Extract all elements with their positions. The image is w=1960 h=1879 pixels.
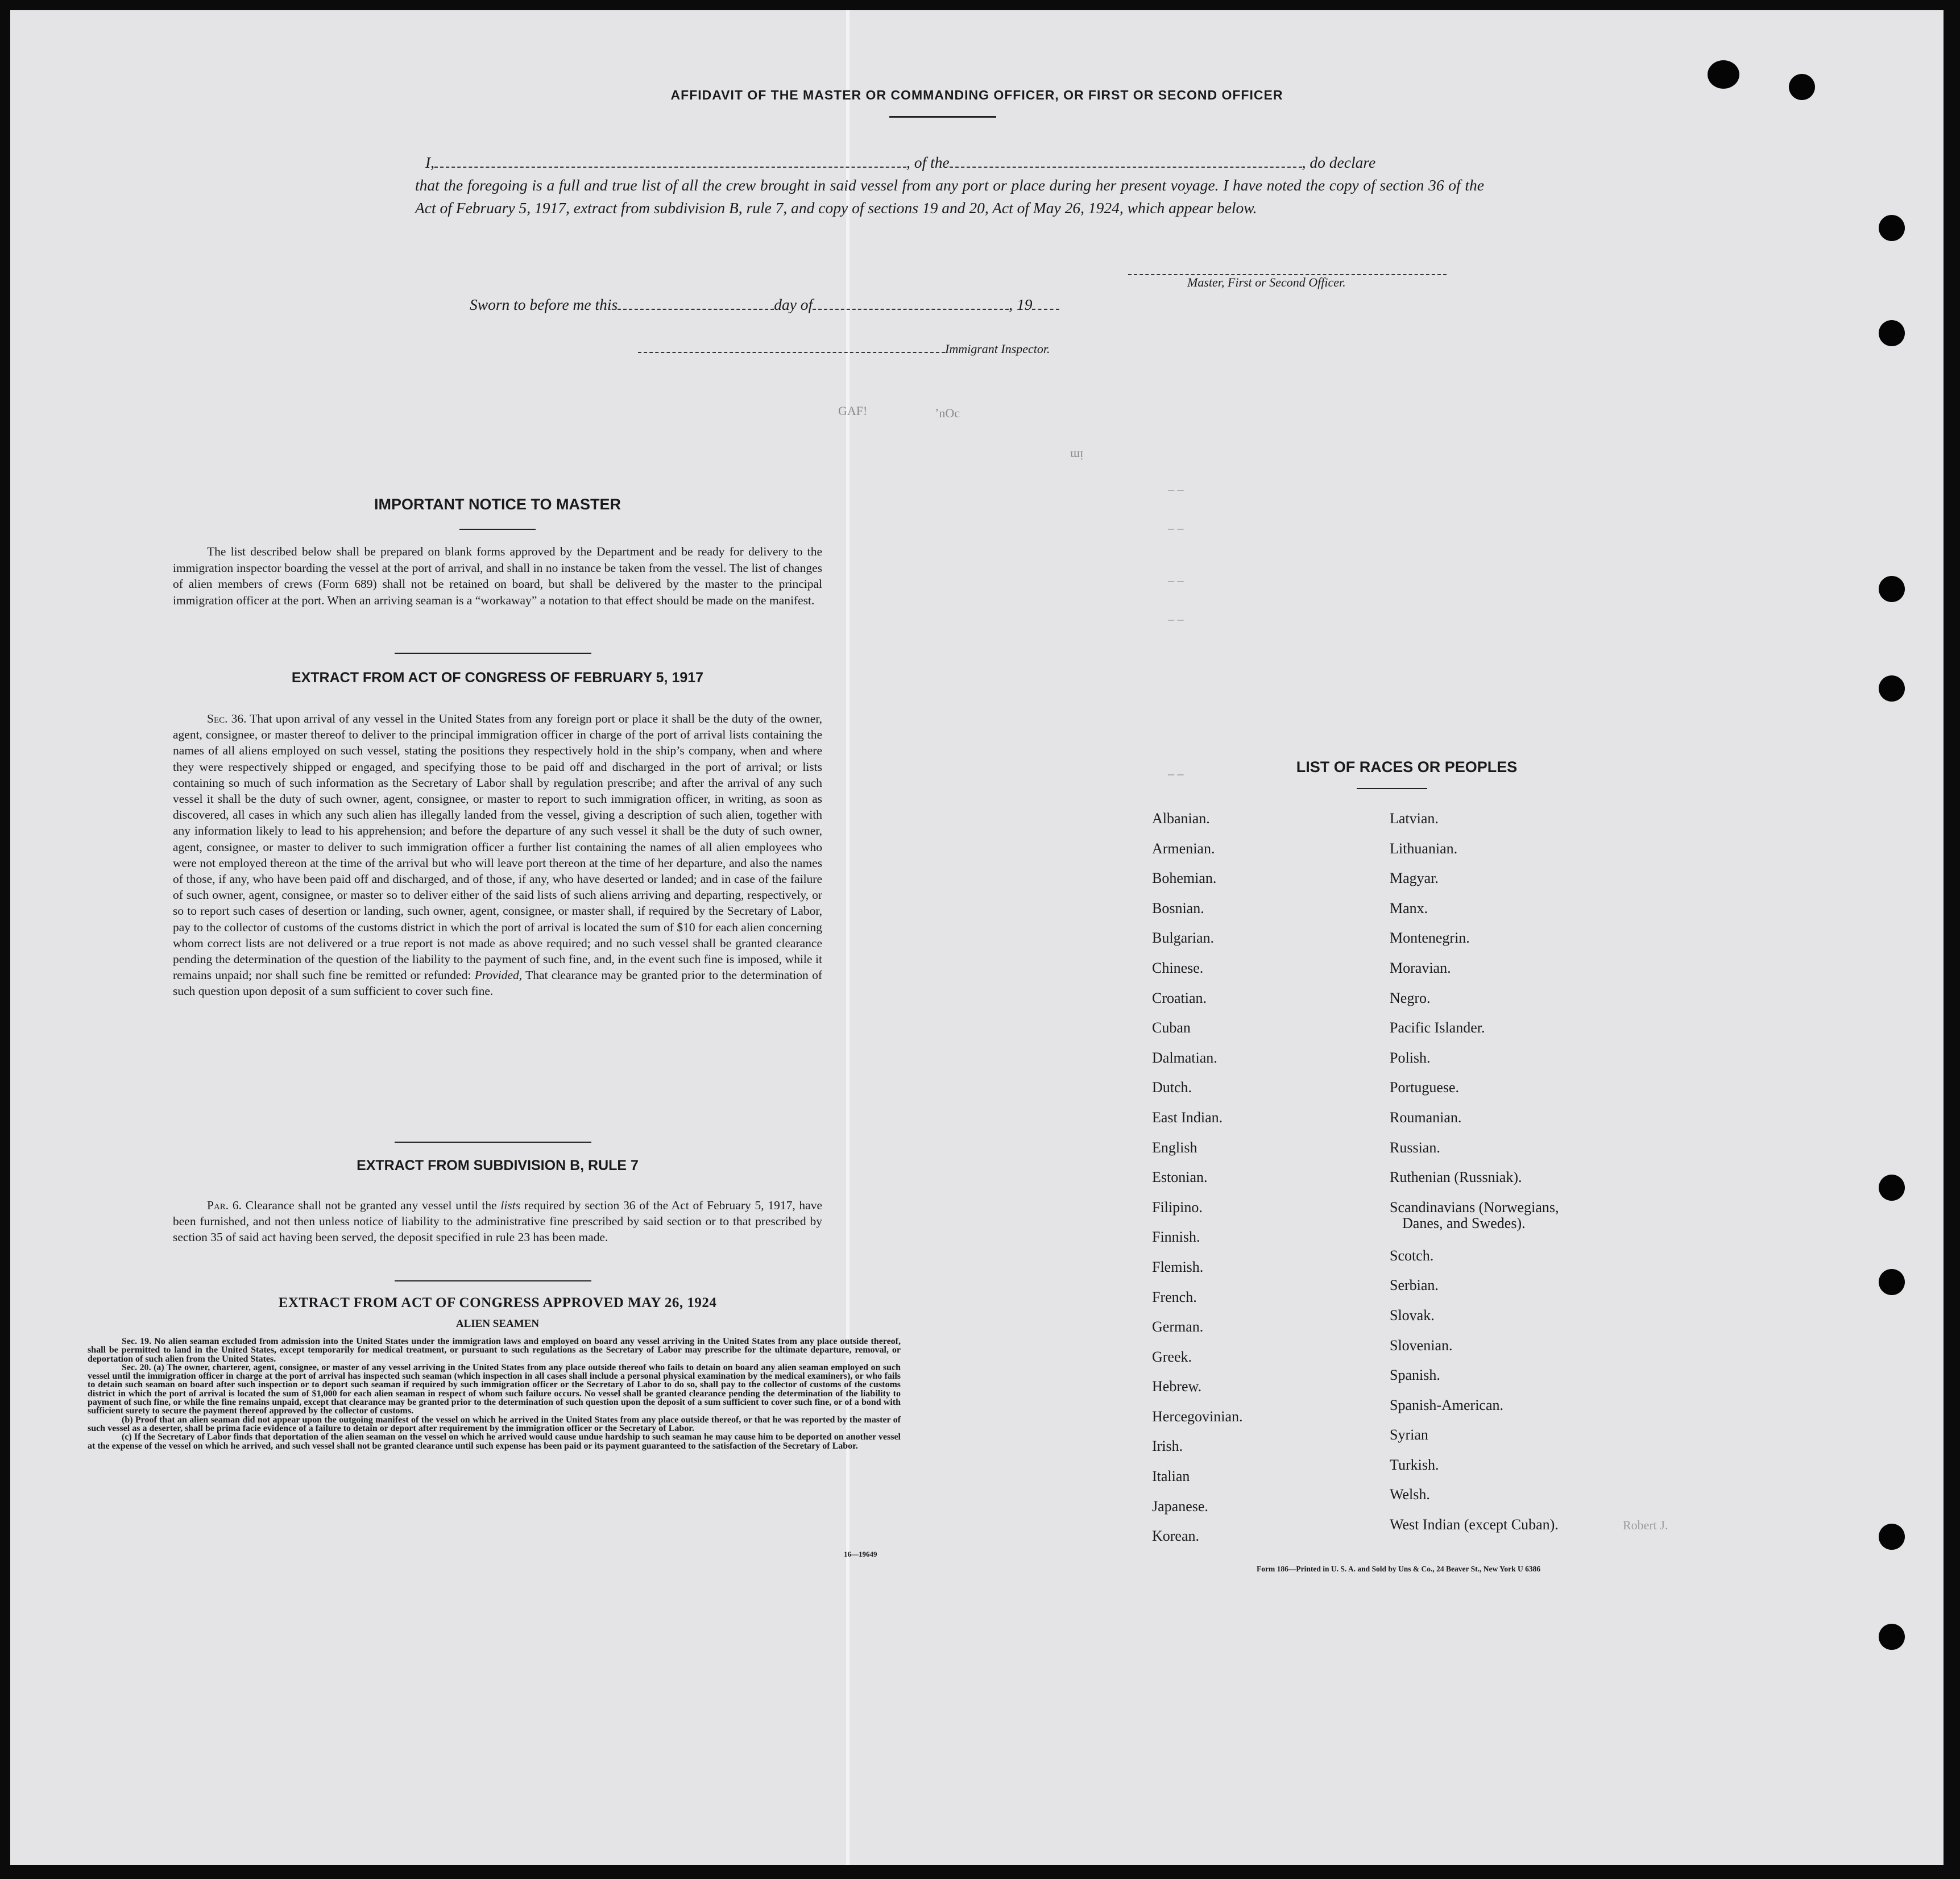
divider bbox=[395, 653, 591, 654]
divider bbox=[1357, 788, 1427, 789]
punch-hole bbox=[1879, 1269, 1905, 1295]
lists-word: lists bbox=[500, 1198, 521, 1212]
notice-body: The list described below shall be prepared on blank forms approved by the Department and be ready for delivery to the immigration inspector boarding the vessel at the port of arrival, and shall in no instance be taken from the vessel. The list of changes of alien members of crews (Form 689) shall not be retained on board, but shall be delivered by the master to the principal immigration officer at the port. When an arriving seaman is a “workaway” a notation to that effect should be made on the manifest. bbox=[173, 545, 822, 607]
declare-suffix: , do declare bbox=[1302, 154, 1376, 171]
race-item: Dalmatian. bbox=[1152, 1049, 1217, 1066]
race-item: Montenegrin. bbox=[1390, 930, 1470, 947]
vessel-prefix: , of the bbox=[906, 154, 950, 171]
alien-seamen-subtitle: ALIEN SEAMEN bbox=[455, 1318, 540, 1330]
signature-label: Master, First or Second Officer. bbox=[1187, 275, 1346, 289]
par-6-text-a: Clearance shall not be granted any vessel until the bbox=[245, 1198, 497, 1212]
race-item bbox=[1390, 1193, 1559, 1241]
race-item: Latvian. bbox=[1390, 810, 1439, 827]
extract-1917-body bbox=[173, 711, 822, 999]
race-item: Polish. bbox=[1390, 1049, 1431, 1066]
punch-hole bbox=[1879, 320, 1905, 346]
race-item: Turkish. bbox=[1390, 1456, 1439, 1473]
bleed-through-mark: – – bbox=[1168, 573, 1184, 587]
race-item: Dutch. bbox=[1152, 1079, 1192, 1096]
punch-hole bbox=[1879, 675, 1905, 702]
sworn-day-field[interactable] bbox=[618, 309, 774, 310]
section-36-text: That upon arrival of any vessel in the United States from any foreign port or place it shall be the duty of the owner, agent, consignee, or master thereof to deliver to the principal immigration officer in charge of the port of arrival lists containing the names of all aliens employed on such vessel, stating the positions they respectively hold in the ship’s company, when and where they were respectively shipped or engaged, and specifying those to be paid off and discharged in the port of arrival; or lists containing so much of such information as the Secretary of Labor shall by regulation prescribe; and after the arrival of any such vessel it shall be the duty of such owner, agent, consignee, or master to report to such immigration officer, in writing, as soon as discovered, all cases in which any such alien has illegally landed from the vessel, giving a description of such alien, together with any information likely to lead to his apprehension; and before the departure of any such vessel it shall be the duty of such owner, agent, consignee, or master to deliver to such immigration officer a further list containing the names of all alien employees who were not employed thereon at the time of the arrival but who will leave port thereon at the time of her departure, and also the names of those, if any, who have been paid off and discharged, and of those, if any, who have deserted or landed; and in case of the failure of such owner, agent, consignee, or master so to deliver either of the said lists of such aliens arriving and departing, respectively, or so to report such cases of desertion or landing, such owner, agent, consignee, or master shall, if required by the Secretary of Labor, pay to the collector of customs of the customs district in which the port of arrival is located the sum of $10 for each alien concerning whom correct lists are not delivered or a true report is not made as above required; and no such vessel shall be granted clearance pending the determination of the question of the liability to the payment of such fine, and, in the event such fine is imposed, while it remains unpaid; nor shall such fine be remitted or refunded: bbox=[173, 712, 823, 982]
race-item: English bbox=[1152, 1139, 1197, 1156]
affidavit-body: that the foregoing is a full and true list of all the crew brought in said vessel from any port or place during her present voyage. I have noted the copy of section 36 of the Act of February 5, 1917, extract from subdivision B, rule 7, and copy of sections 19 and 20, Act of May 26, 1924, which appear below. bbox=[415, 176, 1484, 217]
race-item: Manx. bbox=[1390, 899, 1428, 916]
race-item: Chinese. bbox=[1152, 959, 1204, 976]
race-item: Portuguese. bbox=[1390, 1079, 1460, 1096]
inspector-label: Immigrant Inspector. bbox=[945, 342, 1050, 356]
race-item-scandinavians: Scandinavians (Norwegians, bbox=[1390, 1198, 1559, 1216]
bleed-through-mark: – – bbox=[1168, 612, 1184, 626]
race-item: Flemish. bbox=[1152, 1258, 1204, 1275]
race-item: Cuban bbox=[1152, 1019, 1191, 1036]
subdivision-b-title: EXTRACT FROM SUBDIVISION B, RULE 7 bbox=[357, 1158, 639, 1173]
declarant-prefix: I, bbox=[425, 154, 435, 171]
punch-hole bbox=[1879, 1524, 1905, 1550]
race-item: Albanian. bbox=[1152, 810, 1210, 827]
race-item: Bohemian. bbox=[1152, 870, 1217, 887]
race-item-scandinavians-continued: Danes, and Swedes). bbox=[1402, 1214, 1526, 1231]
race-item: Finnish. bbox=[1152, 1229, 1200, 1246]
race-item: Lithuanian. bbox=[1390, 840, 1458, 857]
race-item: Italian bbox=[1152, 1468, 1190, 1485]
race-item: Filipino. bbox=[1152, 1198, 1203, 1216]
race-item: Negro. bbox=[1390, 989, 1431, 1006]
sworn-year-label: , 19 bbox=[1009, 296, 1033, 313]
sworn-day-label: day of bbox=[774, 296, 813, 313]
bleed-through-mark: ɯᴉ bbox=[1070, 446, 1084, 460]
race-item: East Indian. bbox=[1152, 1109, 1223, 1126]
section-20a-text: Sec. 20. (a) The owner, charterer, agent, consignee, or master of any vessel arriving in the United States from any place outside thereof who fails to detain on board any alien seaman employed on such vessel until the immigration officer in charge at the port of arrival has inspected such seaman (which inspection in all cases shall include a personal physical examination by the medical examiners), or who fails to detain such seaman on board after such inspection or to deport such seaman if required by such immigration officer or the Secretary of Labor to do so, shall pay to the collector of customs of the customs district in which the port of arrival is located the sum of $1,000 for each alien seaman in respect of whom such failure occurs. No vessel shall be granted clearance pending the determination of the liability to payment of such fine, or while the fine remains unpaid, except that clearance may be granted prior to the determination of such question upon the deposit of a sum sufficient to cover such fine, or of a bond with sufficient surety to secure the payment thereof approved by the collector of customs. bbox=[88, 1362, 901, 1416]
section-36-label: Sec. 36. bbox=[207, 712, 247, 725]
race-item: Syrian bbox=[1390, 1426, 1428, 1444]
race-item: Welsh. bbox=[1390, 1486, 1430, 1503]
race-item: Bulgarian. bbox=[1152, 930, 1215, 947]
race-item: West Indian (except Cuban). bbox=[1390, 1516, 1559, 1533]
divider bbox=[459, 529, 536, 530]
race-item: Ruthenian (Russniak). bbox=[1390, 1169, 1522, 1186]
bleed-through-mark: – – bbox=[1168, 766, 1184, 781]
race-item: Armenian. bbox=[1152, 840, 1215, 857]
sworn-prefix: Sworn to before me this bbox=[470, 296, 618, 313]
inspector-line bbox=[638, 342, 1050, 356]
bleed-through-mark: GAF! bbox=[838, 404, 868, 418]
race-item: Roumanian. bbox=[1390, 1109, 1462, 1126]
race-item: Scotch. bbox=[1390, 1247, 1434, 1264]
races-title: LIST OF RACES OR PEOPLES bbox=[1296, 758, 1518, 775]
par-6-label: Par. 6. bbox=[207, 1198, 242, 1212]
sworn-line bbox=[470, 296, 1059, 314]
punch-hole bbox=[1879, 1624, 1905, 1650]
affidavit-title: AFFIDAVIT OF THE MASTER OR COMMANDING OFFICER, OR FIRST OR SECOND OFFICER bbox=[670, 88, 1283, 102]
race-item: Bosnian. bbox=[1152, 899, 1204, 916]
notice-title: IMPORTANT NOTICE TO MASTER bbox=[374, 496, 621, 513]
race-item: Korean. bbox=[1152, 1528, 1200, 1545]
race-item: Greek. bbox=[1152, 1348, 1192, 1365]
race-item: Moravian. bbox=[1390, 959, 1451, 976]
divider bbox=[889, 116, 996, 118]
extract-1924-title: EXTRACT FROM ACT OF CONGRESS APPROVED MAY 26, 1924 bbox=[278, 1295, 717, 1310]
race-item: Hebrew. bbox=[1152, 1378, 1202, 1395]
race-item: Pacific Islander. bbox=[1390, 1019, 1485, 1036]
punch-hole bbox=[1879, 215, 1905, 241]
par-6-text-b: required by section 36 of the Act of February 5, 1917, have been furnished, and not then unless notice of liability to the administrative fine prescribed by said section or to that prescribed by section 35 of said act having been served, the deposit specified in rule 23 has been made. bbox=[173, 1198, 823, 1245]
form-print-note: Form 186—Printed in U. S. A. and Sold by Uns & Co., 24 Beaver St., New York U 6386 bbox=[1257, 1565, 1541, 1573]
provided-text: That clearance may be granted prior to the determination of such question upon deposit of a sum sufficient to cover such fine. bbox=[173, 968, 822, 998]
fold-crease bbox=[846, 10, 850, 1865]
section-20c-text: (c) If the Secretary of Labor finds that deportation of the alien seaman on the vessel on which he arrived would cause undue hardship to such seaman he may cause him to be deported on another vessel at the expense of the vessel on which he arrived, and such vessel shall not be granted clearance until such expense has been paid or its payment guaranteed to the satisfaction of the Secretary of Labor. bbox=[88, 1432, 901, 1451]
race-item: Spanish-American. bbox=[1390, 1396, 1504, 1413]
race-item: Russian. bbox=[1390, 1139, 1440, 1156]
punch-hole bbox=[1708, 60, 1739, 89]
bleed-through-mark: Robert J. bbox=[1623, 1518, 1668, 1532]
extract-1924-body bbox=[88, 1337, 901, 1450]
declarant-name-field[interactable] bbox=[434, 167, 906, 168]
vessel-name-field[interactable] bbox=[950, 167, 1302, 168]
sworn-month-field[interactable] bbox=[813, 309, 1009, 310]
race-item: Japanese. bbox=[1152, 1498, 1208, 1515]
race-item: German. bbox=[1152, 1318, 1204, 1335]
print-code: 16—19649 bbox=[844, 1550, 877, 1558]
subdivision-b-body bbox=[173, 1197, 822, 1246]
divider bbox=[395, 1142, 591, 1143]
punch-hole bbox=[1879, 576, 1905, 602]
provided-label: Provided, bbox=[474, 968, 523, 982]
bleed-through-mark: – – bbox=[1168, 521, 1184, 535]
sworn-year-field[interactable] bbox=[1032, 309, 1059, 310]
bleed-through-mark: – – bbox=[1168, 482, 1184, 496]
race-item: Serbian. bbox=[1390, 1277, 1439, 1294]
races-right-column bbox=[1390, 804, 1559, 1540]
race-item: Irish. bbox=[1152, 1438, 1183, 1455]
race-item: Hercegovinian. bbox=[1152, 1408, 1243, 1425]
race-item: French. bbox=[1152, 1288, 1197, 1305]
extract-1917-title: EXTRACT FROM ACT OF CONGRESS OF FEBRUARY 5, 1917 bbox=[291, 670, 704, 686]
race-item: Slovenian. bbox=[1390, 1337, 1453, 1354]
race-item: Magyar. bbox=[1390, 870, 1439, 887]
race-item: Estonian. bbox=[1152, 1169, 1208, 1186]
bleed-through-mark: ʼnOc bbox=[935, 406, 960, 420]
form-sheet bbox=[10, 10, 1944, 1865]
races-left-column bbox=[1152, 804, 1243, 1552]
affidavit-declaration-line bbox=[425, 151, 1484, 174]
section-20b-text: (b) Proof that an alien seaman did not appear upon the outgoing manifest of the vessel on which he arrived in the United States from any place outside thereof, or that he was reported by the master of such vessel as a deserter, shall be prima facie evidence of a failure to detain or deport after requirement by the immigration officer or the Secretary of Labor. bbox=[88, 1415, 901, 1433]
punch-hole bbox=[1879, 1175, 1905, 1201]
divider bbox=[395, 1280, 591, 1281]
inspector-signature-field[interactable] bbox=[638, 352, 945, 353]
race-item: Spanish. bbox=[1390, 1367, 1440, 1384]
section-19-text: Sec. 19. No alien seaman excluded from admission into the United States under the immigration laws and employed on board any vessel arriving in the United States from any place outside thereof, shall be permitted to land in the United States, except temporarily for medical treatment, or pursuant to such regulations as the Secretary of Labor may prescribe for the ultimate departure, removal, or deportation of such alien from the United States. bbox=[88, 1337, 901, 1364]
race-item: Slovak. bbox=[1390, 1306, 1435, 1324]
race-item: Croatian. bbox=[1152, 989, 1207, 1006]
